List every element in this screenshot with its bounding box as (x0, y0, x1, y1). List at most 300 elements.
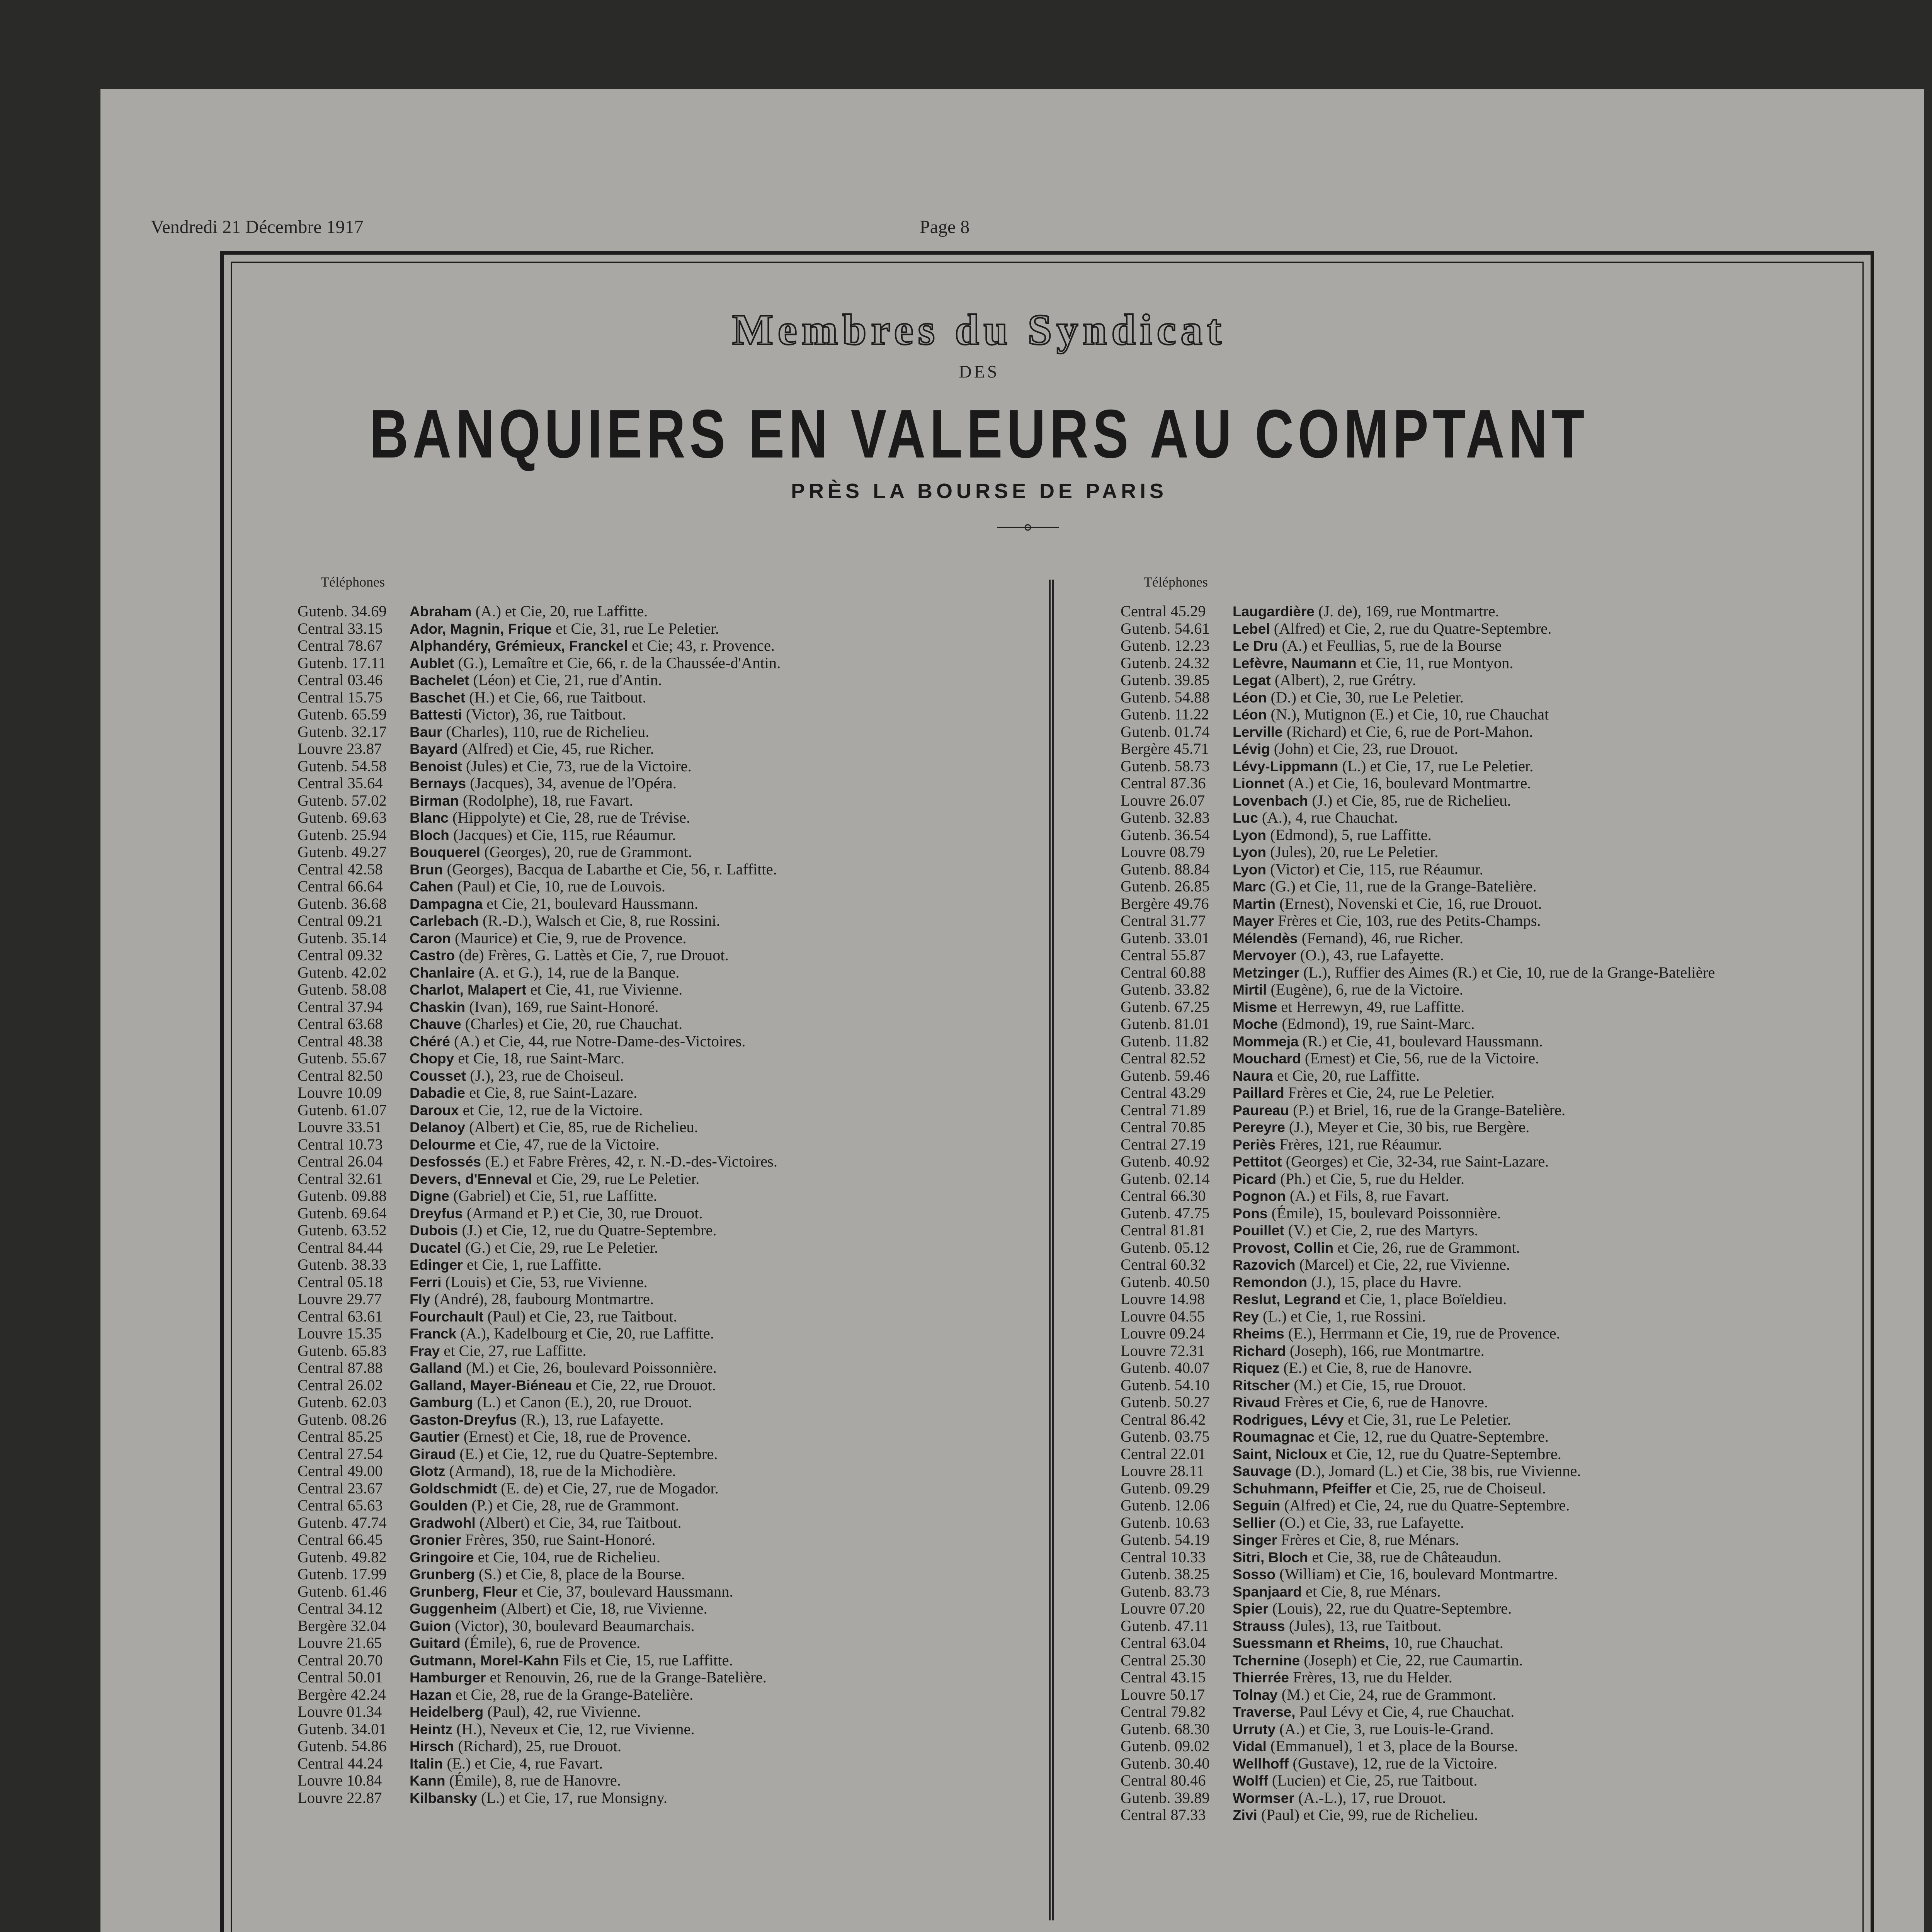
member-telephone: Gutenb. 09.29 (1121, 1479, 1210, 1497)
member-telephone: Gutenb. 32.17 (298, 723, 387, 740)
member-address: et Cie, 8, rue Ménars. (1306, 1582, 1441, 1600)
member-address: (N.), Mutignon (E.) et Cie, 10, rue Chauchat (1270, 706, 1549, 723)
member-name: Sitri, Bloch (1233, 1549, 1308, 1565)
member-entry (298, 861, 781, 878)
member-address: (Marcel) et Cie, 22, rue Vivienne. (1299, 1256, 1510, 1273)
member-name: Lebel (1233, 621, 1270, 637)
member-telephone: Louvre 23.87 (298, 740, 382, 757)
member-address: (A.) et Cie, 44, rue Notre-Dame-des-Victoires. (454, 1032, 746, 1050)
member-telephone: Gutenb. 59.46 (1121, 1066, 1210, 1084)
member-entry (298, 1308, 781, 1325)
member-address: Fils et Cie, 15, rue Laffitte. (563, 1651, 733, 1669)
member-address: (R.-D.), Walsch et Cie, 8, rue Rossini. (483, 912, 720, 929)
member-address: et Cie, 21, boulevard Haussmann. (486, 895, 699, 912)
member-entry (1121, 1583, 1715, 1600)
member-entry (1121, 672, 1715, 689)
member-address: (Georges) et Cie, 32-34, rue Saint-Lazare. (1286, 1153, 1549, 1170)
member-name: Lévy-Lippmann (1233, 758, 1338, 774)
member-entry (298, 1342, 781, 1360)
member-address: et Cie, 28, rue de la Grange-Batelière. (456, 1685, 694, 1703)
member-name: Wellhoff (1233, 1755, 1289, 1772)
page-header (151, 216, 1874, 243)
member-telephone: Louvre 07.20 (1121, 1600, 1205, 1617)
member-telephone: Gutenb. 47.75 (1121, 1204, 1210, 1222)
member-telephone: Central 42.58 (298, 860, 383, 878)
member-address: (Richard), 25, rue Drouot. (458, 1737, 622, 1755)
member-address: (Gustave), 12, rue de la Victoire. (1293, 1754, 1498, 1772)
member-entry (1121, 1411, 1715, 1429)
member-telephone: Gutenb. 26.85 (1121, 878, 1210, 895)
member-address: Frères, 13, rue du Helder. (1293, 1668, 1452, 1686)
member-name: Richard (1233, 1343, 1286, 1359)
member-address: et Cie, 22, rue Drouot. (575, 1376, 716, 1394)
member-telephone: Gutenb. 17.99 (298, 1565, 387, 1583)
member-entry (1121, 689, 1715, 706)
member-telephone: Louvre 10.09 (298, 1084, 382, 1101)
member-name: Wolff (1233, 1773, 1268, 1789)
member-name: Digne (410, 1188, 449, 1204)
member-entry (298, 1136, 781, 1153)
member-address: Frères et Cie, 6, rue de Hanovre. (1284, 1393, 1488, 1411)
member-address: (Léon) et Cie, 21, rue d'Antin. (473, 671, 662, 689)
member-name: Grunberg (410, 1566, 475, 1582)
member-entry (1121, 1806, 1715, 1824)
member-entry (1121, 620, 1715, 638)
member-telephone: Gutenb. 69.64 (298, 1204, 387, 1222)
member-name: Italin (410, 1755, 443, 1772)
member-address: et Cie, 1, rue Laffitte. (466, 1256, 602, 1273)
member-name: Gamburg (410, 1395, 473, 1410)
member-name: Mayer (1233, 913, 1274, 929)
member-address: (E.), Herrmann et Cie, 19, rue de Provence. (1288, 1325, 1560, 1342)
member-entry (298, 1480, 781, 1497)
member-entry (298, 1102, 781, 1119)
member-telephone: Gutenb. 11.82 (1121, 1032, 1209, 1050)
member-entry (298, 792, 781, 810)
member-address: (Joseph) et Cie, 22, rue Caumartin. (1304, 1651, 1523, 1669)
member-address: et Cie, 37, boulevard Haussmann. (521, 1582, 733, 1600)
member-entry (298, 1291, 781, 1308)
member-address: (Paul) et Cie, 10, rue de Louvois. (457, 878, 665, 895)
member-entry (1121, 878, 1715, 895)
member-address: (Louis) et Cie, 53, rue Vivienne. (445, 1273, 648, 1291)
member-name: Gradwohl (410, 1515, 476, 1531)
member-entry (1121, 1703, 1715, 1721)
member-address: (William) et Cie, 16, boulevard Montmartre. (1279, 1565, 1558, 1583)
member-address: (A.) et Cie, 20, rue Laffitte. (475, 602, 648, 620)
member-address: (John) et Cie, 23, rue Drouot. (1274, 740, 1458, 757)
member-telephone: Louvre 01.34 (298, 1703, 382, 1720)
member-telephone: Central 50.01 (298, 1668, 383, 1686)
member-telephone: Central 10.73 (298, 1135, 383, 1153)
member-telephone: Central 82.50 (298, 1066, 383, 1084)
member-telephone: Louvre 14.98 (1121, 1290, 1205, 1308)
member-address: (H.) et Cie, 66, rue Taitbout. (469, 688, 646, 706)
member-telephone: Gutenb. 34.01 (298, 1720, 387, 1738)
member-telephone: Louvre 04.55 (1121, 1307, 1205, 1325)
member-address: et Cie; 43, r. Provence. (631, 637, 775, 654)
member-telephone: Central 49.00 (298, 1462, 383, 1480)
member-entry (298, 706, 781, 723)
member-entry (1121, 1566, 1715, 1583)
member-name: Picard (1233, 1171, 1277, 1187)
member-entry (1121, 861, 1715, 878)
member-address: et Cie, 31, rue Le Peletier. (556, 619, 719, 637)
member-name: Pons (1233, 1205, 1268, 1221)
member-name: Chauve (410, 1016, 461, 1032)
member-address: (L.) et Cie, 17, rue Le Peletier. (1342, 757, 1534, 775)
member-address: (Victor) et Cie, 115, rue Réaumur. (1270, 860, 1483, 878)
member-address: et Cie, 12, rue du Quatre-Septembre. (1331, 1445, 1561, 1463)
member-telephone: Central 66.45 (298, 1531, 383, 1548)
member-telephone: Central 80.46 (1121, 1772, 1206, 1789)
member-entry (298, 1359, 781, 1377)
member-telephone: Gutenb. 54.19 (1121, 1531, 1210, 1548)
member-telephone: Central 84.44 (298, 1238, 383, 1256)
member-telephone: Central 87.36 (1121, 774, 1206, 792)
member-address: (J.), 23, rue de Choiseul. (470, 1066, 624, 1084)
member-address: (Georges), Bacqua de Labarthe et Cie, 56, r. Laffitte. (447, 860, 777, 878)
column-divider (1049, 580, 1054, 1920)
member-address: (Richard) et Cie, 6, rue de Port-Mahon. (1286, 723, 1533, 740)
member-entry (1121, 603, 1715, 620)
member-telephone: Central 23.67 (298, 1479, 383, 1497)
member-entry (298, 1686, 781, 1704)
member-name: Baur (410, 724, 442, 740)
member-address: (Paul), 42, rue Vivienne. (487, 1703, 641, 1720)
member-name: Delanoy (410, 1119, 465, 1135)
member-telephone: Central 32.61 (298, 1170, 383, 1187)
member-telephone: Gutenb. 05.12 (1121, 1238, 1210, 1256)
member-address: (A.) et Fils, 8, rue Favart. (1289, 1187, 1449, 1204)
member-address: et Cie, 25, rue de Choiseul. (1375, 1479, 1546, 1497)
member-entry (1121, 1239, 1715, 1257)
member-address: (Joseph), 166, rue Montmartre. (1289, 1342, 1485, 1359)
member-entry (1121, 1377, 1715, 1394)
member-entry (1121, 723, 1715, 741)
member-telephone: Gutenb. 54.61 (1121, 619, 1210, 637)
member-telephone: Central 66.64 (298, 878, 383, 895)
member-name: Pognon (1233, 1188, 1286, 1204)
member-name: Heidelberg (410, 1704, 484, 1720)
member-address: (Charles) et Cie, 20, rue Chauchat. (465, 1015, 683, 1032)
member-name: Pettitot (1233, 1154, 1282, 1170)
member-entry (298, 1256, 781, 1274)
member-address: (Fernand), 46, rue Richer. (1301, 929, 1464, 947)
member-entry (298, 930, 781, 947)
member-entry (1121, 637, 1715, 655)
member-entry (1121, 1394, 1715, 1411)
member-telephone: Central 34.12 (298, 1600, 383, 1617)
member-address: (M.) et Cie, 26, boulevard Poissonnière. (466, 1359, 717, 1376)
member-name: Lévig (1233, 741, 1270, 757)
member-name: Alphandéry, Grémieux, Franckel (410, 638, 628, 654)
member-telephone: Louvre 08.79 (1121, 843, 1205, 861)
member-telephone: Central 35.64 (298, 774, 383, 792)
member-name: Zivi (1233, 1807, 1257, 1823)
member-name: Tolnay (1233, 1687, 1278, 1703)
member-entry (298, 775, 781, 792)
member-address: et Herrewyn, 49, rue Laffitte. (1281, 998, 1465, 1015)
member-telephone: Gutenb. 40.07 (1121, 1359, 1210, 1376)
member-telephone: Central 63.61 (298, 1307, 383, 1325)
member-telephone: Gutenb. 50.27 (1121, 1393, 1210, 1411)
member-telephone: Gutenb. 34.69 (298, 602, 387, 620)
member-entry (298, 603, 781, 620)
member-address: (Jacques), 34, avenue de l'Opéra. (470, 774, 677, 792)
member-telephone: Central 43.15 (1121, 1668, 1206, 1686)
member-entry (1121, 706, 1715, 723)
member-telephone: Central 22.01 (1121, 1445, 1206, 1463)
member-address: (Alfred) et Cie, 2, rue du Quatre-Septembre. (1274, 619, 1552, 637)
member-telephone: Gutenb. 32.83 (1121, 809, 1210, 826)
member-entry (1121, 844, 1715, 861)
member-address: et Cie, 29, rue Le Peletier. (536, 1170, 700, 1187)
member-address: (A.) et Cie, 16, boulevard Montmartre. (1288, 774, 1531, 792)
member-name: Giraud (410, 1446, 456, 1462)
member-name: Dabadie (410, 1085, 465, 1101)
member-entry (1121, 1617, 1715, 1635)
member-address: (Edmond), 5, rue Laffitte. (1270, 826, 1432, 844)
member-entry (1121, 1119, 1715, 1136)
member-entry (1121, 1342, 1715, 1360)
member-address: (Alfred) et Cie, 45, rue Richer. (462, 740, 654, 757)
member-entry (298, 1325, 781, 1342)
member-entry (298, 1566, 781, 1583)
member-entry (298, 1497, 781, 1514)
member-entry (1121, 1755, 1715, 1772)
member-name: Misme (1233, 999, 1277, 1015)
member-telephone: Bergère 32.04 (298, 1617, 386, 1634)
member-entry (1121, 1738, 1715, 1755)
member-telephone: Central 79.82 (1121, 1703, 1206, 1720)
member-name: Delourme (410, 1136, 476, 1153)
member-address: (Émile), 6, rue de Provence. (464, 1634, 641, 1651)
member-name: Brun (410, 861, 443, 878)
member-name: Caron (410, 930, 451, 946)
member-entry (298, 1394, 781, 1411)
member-telephone: Gutenb. 49.82 (298, 1548, 387, 1566)
member-entry (1121, 930, 1715, 947)
member-telephone: Gutenb. 63.52 (298, 1221, 387, 1239)
member-name: Rheims (1233, 1326, 1284, 1342)
member-telephone: Gutenb. 81.01 (1121, 1015, 1210, 1032)
member-entry (298, 655, 781, 672)
member-telephone: Louvre 29.77 (298, 1290, 382, 1308)
member-name: Léon (1233, 707, 1267, 723)
member-entry (1121, 1497, 1715, 1514)
member-telephone: Gutenb. 08.26 (298, 1410, 387, 1428)
member-entry (298, 964, 781, 981)
member-address: (E.) et Fabre Frères, 42, r. N.-D.-des-Victoires. (485, 1153, 777, 1170)
member-name: Desfossés (410, 1154, 481, 1170)
member-telephone: Louvre 50.17 (1121, 1685, 1205, 1703)
member-entry (298, 1617, 781, 1635)
member-entry (298, 637, 781, 655)
member-entry (298, 1015, 781, 1033)
member-address: (E.) et Cie, 4, rue Favart. (447, 1754, 603, 1772)
member-name: Guggenheim (410, 1601, 497, 1617)
member-name: Luc (1233, 810, 1258, 826)
member-name: Aublet (410, 655, 454, 671)
member-entry (1121, 895, 1715, 913)
member-address: 10, rue Chauchat. (1393, 1634, 1503, 1651)
member-entry (298, 912, 781, 930)
member-name: Hazan (410, 1687, 452, 1703)
member-entry (298, 998, 781, 1016)
member-entry (298, 827, 781, 844)
member-telephone: Gutenb. 67.25 (1121, 998, 1210, 1015)
member-name: Mirtil (1233, 982, 1267, 998)
member-address: (Edmond), 19, rue Saint-Marc. (1282, 1015, 1475, 1032)
member-entry (1121, 758, 1715, 775)
member-name: Roumagnac (1233, 1429, 1315, 1445)
member-address: et Cie, 12, rue de la Victoire. (463, 1101, 643, 1119)
member-name: Bayard (410, 741, 458, 757)
member-telephone: Central 15.75 (298, 688, 383, 706)
member-entry (298, 689, 781, 706)
member-entry (1121, 1480, 1715, 1497)
member-name: Daroux (410, 1102, 459, 1118)
member-name: Lyon (1233, 844, 1267, 860)
member-address: (H.), Neveux et Cie, 12, rue Vivienne. (456, 1720, 695, 1738)
member-telephone: Gutenb. 49.27 (298, 843, 387, 861)
member-name: Legat (1233, 672, 1271, 688)
member-entry (1121, 1652, 1715, 1669)
member-address: (D.), Jomard (L.) et Cie, 38 bis, rue Vivienne. (1295, 1462, 1581, 1480)
member-entry (298, 1755, 781, 1772)
member-entry (298, 1549, 781, 1566)
member-address: (R.), 13, rue Lafayette. (520, 1410, 664, 1428)
member-entry (1121, 1102, 1715, 1119)
member-address: et Cie, 38, rue de Châteaudun. (1312, 1548, 1502, 1566)
member-name: Rodrigues, Lévy (1233, 1412, 1344, 1428)
member-telephone: Central 05.18 (298, 1273, 383, 1291)
member-name: Moche (1233, 1016, 1278, 1032)
member-address: (Ph.) et Cie, 5, rue du Helder. (1280, 1170, 1465, 1187)
member-telephone: Central 48.38 (298, 1032, 383, 1050)
member-name: Chéré (410, 1033, 450, 1049)
member-entry (298, 1669, 781, 1686)
member-name: Singer (1233, 1532, 1277, 1548)
member-name: Glotz (410, 1463, 446, 1479)
member-telephone: Louvre 22.87 (298, 1789, 382, 1806)
member-entry (1121, 1170, 1715, 1188)
member-entry (298, 1428, 781, 1446)
member-address: (S.) et Cie, 8, place de la Bourse. (478, 1565, 685, 1583)
member-entry (298, 1274, 781, 1291)
member-address: (Victor), 36, rue Taitbout. (466, 706, 626, 723)
member-entry (298, 672, 781, 689)
member-telephone: Central 71.89 (1121, 1101, 1206, 1119)
title-membres: Membres du Syndicat (732, 306, 1226, 354)
member-address: (Georges), 20, rue de Grammont. (484, 843, 692, 861)
member-telephone: Gutenb. 25.94 (298, 826, 387, 844)
member-entry (298, 1600, 781, 1617)
member-address: (de) Frères, G. Lattès et Cie, 7, rue Drouot. (459, 946, 729, 964)
member-name: Léon (1233, 689, 1267, 706)
member-telephone: Central 26.04 (298, 1153, 383, 1170)
member-address: (Albert) et Cie, 85, rue de Richelieu. (469, 1118, 698, 1136)
member-address: (Jules) et Cie, 73, rue de la Victoire. (466, 757, 692, 775)
ornament-icon (997, 524, 1059, 531)
member-entry (1121, 827, 1715, 844)
member-name: Pouillet (1233, 1223, 1284, 1238)
member-name: Provost, Collin (1233, 1240, 1334, 1256)
member-address: (A.) et Cie, 3, rue Louis-le-Grand. (1279, 1720, 1494, 1738)
member-entry (1121, 1033, 1715, 1050)
member-telephone: Central 27.54 (298, 1445, 383, 1463)
member-telephone: Gutenb. 88.84 (1121, 860, 1210, 878)
member-address: Frères, 350, rue Saint-Honoré. (465, 1531, 656, 1548)
member-name: Riquez (1233, 1360, 1280, 1376)
member-telephone: Gutenb. 42.02 (298, 963, 387, 981)
member-name: Lionnet (1233, 776, 1284, 791)
member-name: Mélendès (1233, 930, 1298, 946)
member-name: Bachelet (410, 672, 469, 688)
member-entry (1121, 1325, 1715, 1342)
member-name: Dubois (410, 1223, 458, 1238)
member-address: (J.), 15, place du Havre. (1311, 1273, 1462, 1291)
member-entry (298, 1084, 781, 1102)
member-name: Carlebach (410, 913, 479, 929)
member-entry (298, 1772, 781, 1789)
member-telephone: Gutenb. 54.58 (298, 757, 387, 775)
member-telephone: Gutenb. 58.08 (298, 981, 387, 998)
member-entry (1121, 1187, 1715, 1205)
member-name: Urruty (1233, 1721, 1276, 1737)
page-date: Vendredi 21 Décembre 1917 (151, 217, 364, 237)
member-address: (Ernest), Novenski et Cie, 16, rue Drouot. (1279, 895, 1542, 912)
member-entry (1121, 912, 1715, 930)
member-entry (298, 740, 781, 758)
member-telephone: Central 43.29 (1121, 1084, 1206, 1101)
member-telephone: Central 31.77 (1121, 912, 1206, 929)
member-address: et Cie, 104, rue de Richelieu. (478, 1548, 661, 1566)
member-entry (1121, 1549, 1715, 1566)
member-name: Ferri (410, 1274, 442, 1290)
member-name: Kann (410, 1773, 446, 1789)
member-entry (1121, 1050, 1715, 1067)
member-address: (Paul) et Cie, 23, rue Taitbout. (487, 1307, 677, 1325)
member-telephone: Central 65.63 (298, 1497, 383, 1514)
member-entry (298, 878, 781, 895)
member-name: Blanc (410, 810, 449, 826)
member-telephone: Gutenb. 54.86 (298, 1737, 387, 1755)
member-telephone: Central 44.24 (298, 1754, 383, 1772)
member-name: Charlot, Malapert (410, 982, 527, 998)
member-name: Sosso (1233, 1566, 1276, 1582)
member-entry (1121, 1789, 1715, 1807)
member-entry (1121, 1634, 1715, 1652)
member-entry (1121, 1153, 1715, 1170)
member-name: Birman (410, 793, 459, 809)
member-name: Rey (1233, 1308, 1259, 1325)
member-telephone: Gutenb. 61.46 (298, 1582, 387, 1600)
member-entry (298, 1721, 781, 1738)
member-name: Battesti (410, 707, 462, 723)
member-name: Marc (1233, 879, 1266, 895)
member-name: Suessmann et Rheims, (1233, 1635, 1389, 1651)
member-address: (G.), Lemaître et Cie, 66, r. de la Chaussée-d'Antin. (458, 654, 781, 672)
member-name: Guion (410, 1618, 451, 1634)
member-address: (V.) et Cie, 2, rue des Martyrs. (1288, 1221, 1478, 1239)
member-address: (Armand et P.) et Cie, 30, rue Drouot. (466, 1204, 703, 1222)
member-entry (298, 1463, 781, 1480)
member-name: Fray (410, 1343, 440, 1359)
member-address: (G.) et Cie, 11, rue de la Grange-Batelière. (1270, 878, 1537, 895)
member-name: Chopy (410, 1051, 454, 1066)
